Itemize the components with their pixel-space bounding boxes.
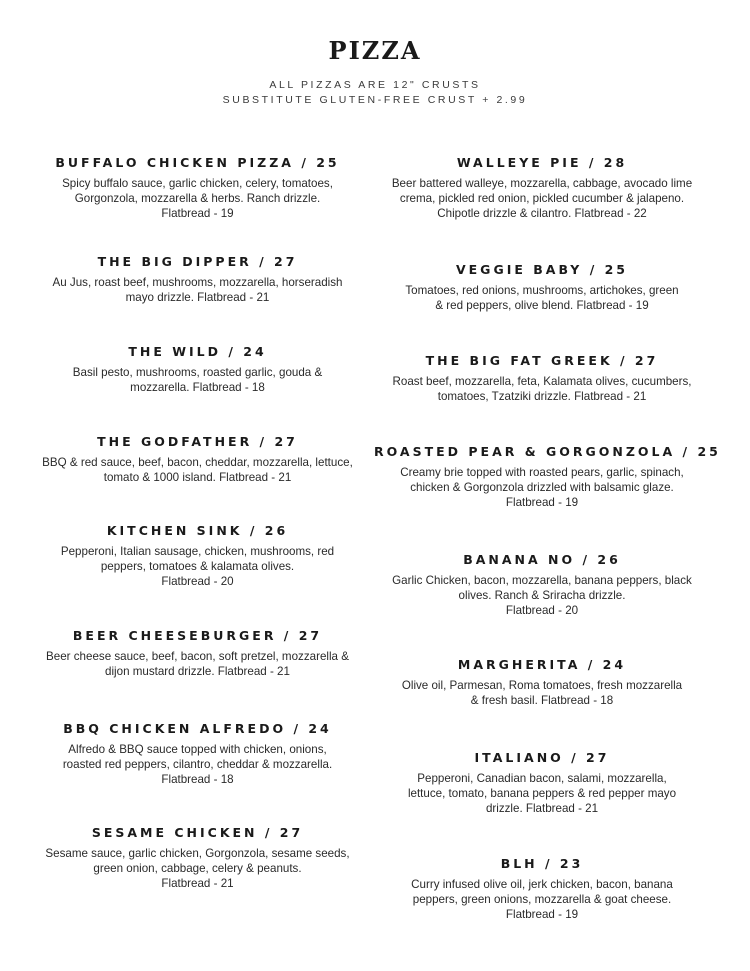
description-line: Garlic Chicken, bacon, mozzarella, banana peppers, black — [392, 574, 692, 587]
item-name: BLH / 23 — [500, 856, 584, 871]
item-name: WALLEYE PIE / 28 — [456, 155, 628, 170]
description-line: tomatoes, Tzatziki drizzle. Flatbread - 21 — [437, 390, 647, 403]
description-line: tomato & 1000 island. Flatbread - 21 — [103, 471, 292, 484]
menu-item — [20, 434, 375, 485]
menu-item — [20, 344, 375, 395]
description-line: dijon mustard drizzle. Flatbread - 21 — [105, 665, 290, 678]
description-line: & fresh basil. Flatbread - 18 — [470, 694, 614, 707]
item-description — [374, 176, 710, 221]
item-name: ITALIANO / 27 — [474, 750, 610, 765]
description-line: Au Jus, roast beef, mushrooms, mozzarella, horseradish — [52, 276, 343, 289]
description-line: drizzle. Flatbread - 21 — [485, 802, 599, 815]
menu-item — [374, 155, 710, 221]
item-description — [20, 846, 375, 891]
menu-item — [374, 262, 710, 313]
item-name: KITCHEN SINK / 26 — [106, 523, 289, 538]
item-description — [374, 374, 710, 404]
item-description — [374, 465, 710, 510]
item-name: SESAME CHICKEN / 27 — [91, 825, 304, 840]
description-line: Beer battered walleye, mozzarella, cabbage, avocado lime — [391, 177, 693, 190]
description-line: Sesame sauce, garlic chicken, Gorgonzola, sesame seeds, — [45, 847, 350, 860]
menu-item — [20, 254, 375, 305]
item-description — [20, 365, 375, 395]
description-line: Basil pesto, mushrooms, roasted garlic, gouda & — [72, 366, 323, 379]
item-description — [374, 771, 710, 816]
description-line: mayo drizzle. Flatbread - 21 — [125, 291, 270, 304]
description-line: & red peppers, olive blend. Flatbread - 19 — [435, 299, 649, 312]
menu-item — [374, 657, 710, 708]
item-description — [374, 678, 710, 708]
item-name: BUFFALO CHICKEN PIZZA / 25 — [55, 155, 340, 170]
menu-item — [20, 523, 375, 589]
description-line: chicken & Gorgonzola drizzled with balsamic glaze. — [410, 481, 674, 494]
item-name: ROASTED PEAR & GORGONZOLA / 25 — [374, 444, 721, 459]
description-line: mozzarella. Flatbread - 18 — [130, 381, 265, 394]
item-description — [20, 544, 375, 589]
menu-item — [20, 628, 375, 679]
description-line: Tomatoes, red onions, mushrooms, artichokes, green — [405, 284, 679, 297]
description-line: peppers, green onions, mozzarella & goat cheese. — [412, 893, 672, 906]
item-description — [20, 455, 375, 485]
description-line: Roast beef, mozzarella, feta, Kalamata olives, cucumbers, — [392, 375, 692, 388]
menu-item — [20, 825, 375, 891]
item-name: THE GODFATHER / 27 — [97, 434, 298, 449]
item-name: THE BIG DIPPER / 27 — [97, 254, 298, 269]
item-description — [374, 877, 710, 922]
description-line: BBQ & red sauce, beef, bacon, cheddar, mozzarella, lettuce, — [42, 456, 353, 469]
menu-item — [20, 155, 375, 221]
description-line: Creamy brie topped with roasted pears, garlic, spinach, — [400, 466, 684, 479]
description-line: Olive oil, Parmesan, Roma tomatoes, fresh mozzarella — [401, 679, 683, 692]
description-line: Gorgonzola, mozzarella & herbs. Ranch drizzle. — [74, 192, 321, 205]
menu-item — [374, 552, 710, 618]
item-description — [374, 573, 710, 618]
description-line: Curry infused olive oil, jerk chicken, bacon, banana — [411, 878, 673, 891]
crust-size-note: ALL PIZZAS ARE 12" CRUSTS — [269, 79, 481, 91]
description-line: Flatbread - 18 — [161, 773, 234, 786]
menu-item — [374, 750, 710, 816]
item-name: MARGHERITA / 24 — [457, 657, 627, 672]
item-name: BEER CHEESEBURGER / 27 — [72, 628, 323, 643]
item-description — [20, 176, 375, 221]
gluten-free-note: SUBSTITUTE GLUTEN-FREE CRUST + 2.99 — [222, 94, 528, 106]
description-line: Flatbread - 21 — [161, 877, 234, 890]
description-line: Flatbread - 20 — [161, 575, 234, 588]
item-name: VEGGIE BABY / 25 — [455, 262, 629, 277]
menu-item — [374, 353, 710, 404]
description-line: lettuce, tomato, banana peppers & red pepper mayo — [407, 787, 677, 800]
description-line: Flatbread - 19 — [505, 908, 579, 921]
menu-item — [20, 721, 375, 787]
description-line: Pepperoni, Canadian bacon, salami, mozzarella, — [417, 772, 667, 785]
description-line: Flatbread - 19 — [505, 496, 579, 509]
item-description — [374, 283, 710, 313]
item-name: BBQ CHICKEN ALFREDO / 24 — [63, 721, 332, 736]
description-line: crema, pickled red onion, pickled cucumber & jalapeno. — [399, 192, 685, 205]
description-line: Pepperoni, Italian sausage, chicken, mushrooms, red — [60, 545, 335, 558]
item-description — [20, 649, 375, 679]
item-name: BANANA NO / 26 — [463, 552, 621, 567]
description-line: green onion, cabbage, celery & peanuts. — [93, 862, 302, 875]
description-line: roasted red peppers, cilantro, cheddar & mozzarella. — [62, 758, 333, 771]
description-line: Beer cheese sauce, beef, bacon, soft pretzel, mozzarella & — [46, 650, 349, 663]
item-name: THE WILD / 24 — [128, 344, 267, 359]
menu-item — [374, 856, 710, 922]
description-line: Spicy buffalo sauce, garlic chicken, celery, tomatoes, — [62, 177, 333, 190]
menu-item — [374, 444, 721, 510]
description-line: Flatbread - 19 — [161, 207, 234, 220]
description-line: Chipotle drizzle & cilantro. Flatbread - 22 — [437, 207, 647, 220]
page-title: PIZZA — [328, 36, 422, 65]
item-name: THE BIG FAT GREEK / 27 — [425, 353, 659, 368]
description-line: Alfredo & BBQ sauce topped with chicken, onions, — [68, 743, 327, 756]
item-description — [20, 275, 375, 305]
item-description — [20, 742, 375, 787]
description-line: olives. Ranch & Sriracha drizzle. — [458, 589, 626, 602]
description-line: Flatbread - 20 — [505, 604, 579, 617]
description-line: peppers, tomatoes & kalamata olives. — [100, 560, 295, 573]
